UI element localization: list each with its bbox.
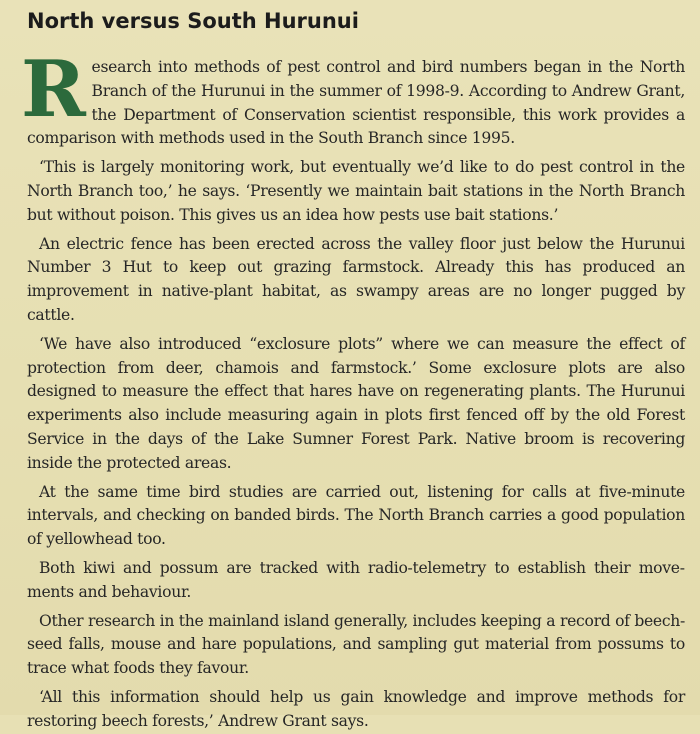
paragraph-7: Other research in the mainland island generally, includes keeping a record of beech-seed falls, mouse and hare populations, and sampling gut material from possums to trace what foods they favour. bbox=[27, 611, 685, 678]
paragraph-2: ‘This is largely monitoring work, but eventually we’d like to do pest control in the North Branch too,’ he says. ‘Presently we maintain bait stations in the North Branch but without poison. This gives us an idea how pests use bait stations.’ bbox=[27, 158, 685, 224]
paragraph-8: ‘All this information should help us gain knowledge and improve methods for restoring beech forests,’ Andrew Grant says. bbox=[27, 687, 685, 730]
paragraph-1-text: esearch into methods of pest control and bird numbers began in the North Branch of the Hurunui in the summer of 1998-9. According to Andrew Grant, the Department of Conservation scientist responsible, this work provides a comparison with methods used in the South Branch since 1995. bbox=[27, 58, 685, 148]
paragraph-6: Both kiwi and possum are tracked with radio-telemetry to establish their movements and behaviour. bbox=[27, 558, 685, 601]
paragraph-1 bbox=[21, 44, 685, 151]
paragraph-3: An electric fence has been erected across the valley floor just below the Hurunui Number 3 Hut to keep out grazing farmstock. Already this has produced an improvement in native-plant habitat, as swampy areas are no longer pugged by cattle. bbox=[27, 234, 685, 324]
paragraph-5: At the same time bird studies are carried out, listening for calls at five-minute intervals, and checking on banded birds. The North Branch carries a good population of yellowhead too. bbox=[27, 482, 685, 549]
article-title: North versus South Hurunui bbox=[27, 9, 359, 33]
drop-cap: R bbox=[21, 44, 86, 135]
article-body bbox=[21, 44, 685, 734]
paragraph-4: ‘We have also introduced “exclosure plots” where we can measure the effect of protection from deer, chamois and farmstock.’ Some exclosure plots are also designed to measure the effect that hares have on regenerating plants. The Hurunui experiments also include measuring again in plots first fenced off by the old Forest Service in the days of the Lake Sumner Forest Park. Native broom is recovering inside the protected areas. bbox=[27, 334, 685, 472]
